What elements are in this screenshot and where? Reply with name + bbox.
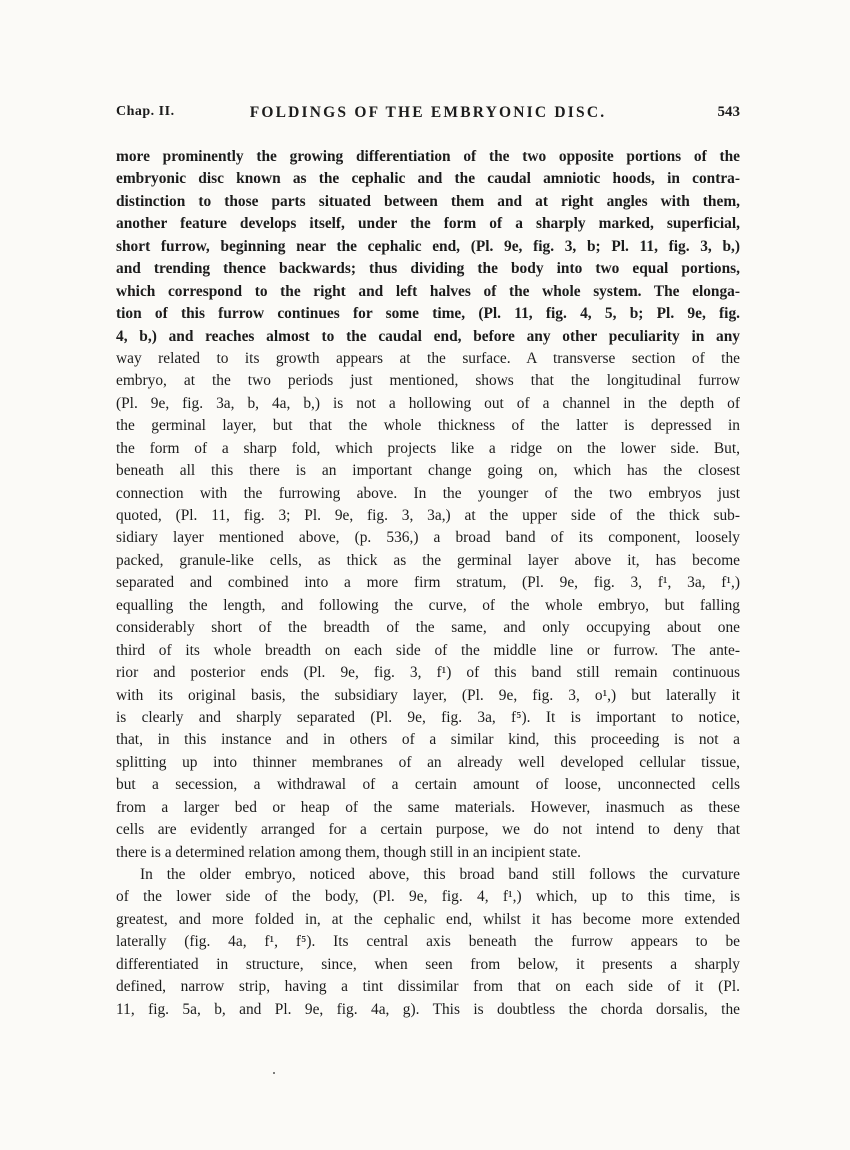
text-line: rior and posterior ends (Pl. 9e, fig. 3, f¹) of this band still remain continuous [116, 664, 740, 682]
running-header [116, 104, 740, 128]
text-line: splitting up into thinner membranes of an already well developed cellular tissue, [116, 753, 740, 771]
text-line: third of its whole breadth on each side of the middle line or furrow. The ante- [116, 641, 740, 659]
chapter-label: Chap. II. [116, 104, 175, 119]
text-line: In the older embryo, noticed above, this broad band still follows the curvature [140, 866, 740, 883]
text-line: with its original basis, the subsidiary layer, (Pl. 9e, fig. 3, o¹,) but laterally it [116, 686, 740, 704]
text-line: packed, granule-like cells, as thick as the germinal layer above it, has become [116, 551, 740, 569]
text-line: but a secession, a withdrawal of a certain amount of loose, unconnected cells [116, 776, 740, 794]
text-line: considerably short of the breadth of the same, and only occupying about one [116, 619, 740, 637]
text-line: (Pl. 9e, fig. 3a, b, 4a, b,) is not a hollowing out of a channel in the depth of [116, 394, 740, 412]
text-line: cells are evidently arranged for a certain purpose, we do not intend to deny that [116, 821, 740, 839]
body-text [116, 146, 740, 1021]
text-line: quoted, (Pl. 11, fig. 3; Pl. 9e, fig. 3, 3a,) at the upper side of the thick sub- [116, 507, 740, 524]
text-line: and trending thence backwards; thus dividing the body into two equal portions, [116, 260, 740, 278]
text-line: defined, narrow strip, having a tint dissimilar from that on each side of it (Pl. [116, 978, 740, 996]
text-line: laterally (fig. 4a, f¹, f⁵). Its central axis beneath the furrow appears to be [116, 933, 740, 951]
text-line: sidiary layer mentioned above, (p. 536,) a broad band of its component, loosely [116, 529, 740, 547]
text-line: embryo, at the two periods just mentioned, shows that the longitudinal furrow [116, 372, 740, 390]
text-line: tion of this furrow continues for some time, (Pl. 11, fig. 4, 5, b; Pl. 9e, fig. [116, 305, 740, 323]
text-line: way related to its growth appears at the surface. A transverse section of the [116, 349, 740, 367]
text-line: differentiated in structure, since, when seen from below, it presents a sharply [116, 955, 740, 973]
text-line: beneath all this there is an important change going on, which has the closest [116, 462, 740, 480]
text-line: from a larger bed or heap of the same materials. However, inasmuch as these [116, 798, 740, 816]
text-line: that, in this instance and in others of a similar kind, this proceeding is not a [116, 731, 740, 749]
text-line: short furrow, beginning near the cephalic end, (Pl. 9e, fig. 3, b; Pl. 11, fig. 3, b,) [116, 237, 740, 255]
text-line: equalling the length, and following the curve, of the whole embryo, but falling [116, 596, 740, 614]
text-line: which correspond to the right and left halves of the whole system. The elonga- [116, 282, 740, 300]
text-line: separated and combined into a more firm stratum, (Pl. 9e, fig. 3, f¹, 3a, f¹,) [116, 574, 740, 592]
text-line: connection with the furrowing above. In the younger of the two embryos just [116, 484, 740, 502]
ink-speck [273, 1072, 275, 1074]
text-line: there is a determined relation among them, though still in an incipient state. [116, 843, 582, 861]
text-line: another feature develops itself, under the form of a sharply marked, superficial, [116, 215, 740, 233]
text-line: is clearly and sharply separated (Pl. 9e, fig. 3a, f⁵). It is important to notice, [116, 708, 740, 726]
text-line: 4, b,) and reaches almost to the caudal end, before any other peculiarity in any [116, 327, 740, 345]
running-title: FOLDINGS OF THE EMBRYONIC DISC. [249, 104, 607, 121]
text-line: greatest, and more folded in, at the cephalic end, whilst it has become more extended [116, 910, 740, 928]
text-line: embryonic disc known as the cephalic and the caudal amniotic hoods, in contra- [116, 170, 740, 188]
text-line: 11, fig. 5a, b, and Pl. 9e, fig. 4a, g). This is doubtless the chorda dorsalis, the [116, 1000, 740, 1018]
text-line: the form of a sharp fold, which projects like a ridge on the lower side. But, [116, 439, 740, 457]
page-number: 543 [717, 104, 740, 120]
text-line: the germinal layer, but that the whole thickness of the latter is depressed in [116, 417, 740, 435]
text-line: of the lower side of the body, (Pl. 9e, fig. 4, f¹,) which, up to this time, is [116, 888, 740, 906]
text-line: distinction to those parts situated between them and at right angles with them, [116, 192, 740, 210]
text-line: more prominently the growing differentiation of the two opposite portions of the [116, 148, 740, 165]
